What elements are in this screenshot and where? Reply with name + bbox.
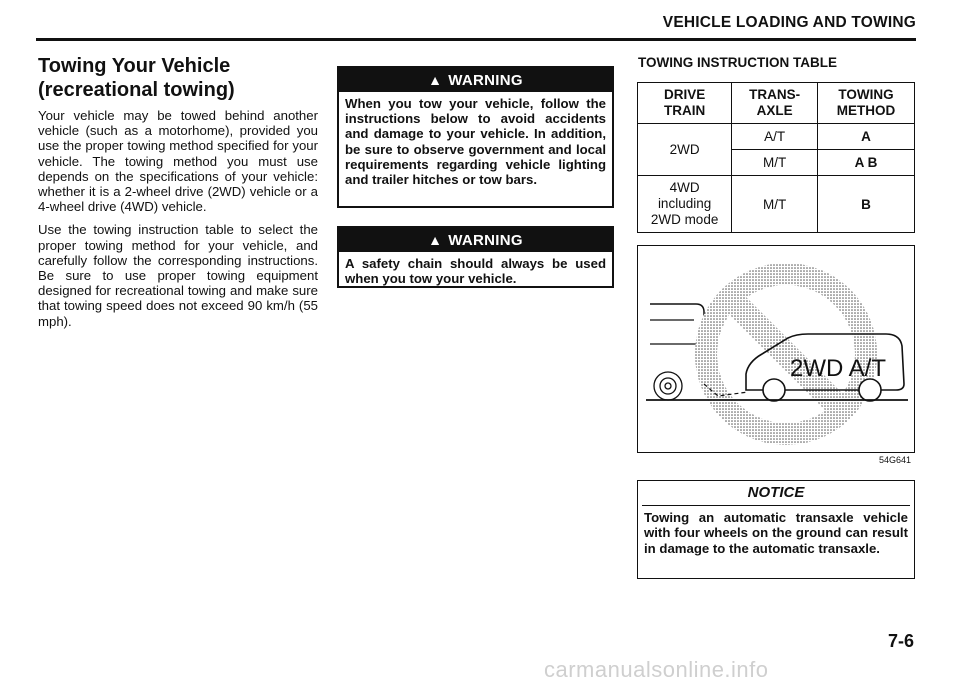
- warning-label: WARNING: [448, 232, 523, 249]
- warning-box-safety-chain: [337, 226, 614, 288]
- prohibition-slash: [730, 298, 842, 410]
- warning-header: [339, 228, 612, 252]
- cell-trans: A/T: [732, 124, 818, 150]
- cell-trans: M/T: [732, 150, 818, 176]
- header-towing-method: TOWING METHOD: [818, 83, 915, 124]
- warning-label: WARNING: [448, 72, 523, 89]
- section-title-line1: Towing Your Vehicle: [38, 55, 231, 77]
- towed-vehicle-rear-wheel: [859, 379, 881, 401]
- towing-illustration-svg: [638, 246, 914, 452]
- towing-prohibited-illustration: [637, 245, 915, 453]
- header-drive-train: DRIVE TRAIN: [638, 83, 732, 124]
- notice-box: [637, 480, 915, 579]
- table-title: TOWING INSTRUCTION TABLE: [638, 55, 837, 70]
- warning-text: A safety chain should always be used when you tow your vehicle.: [345, 256, 606, 287]
- cell-trans: M/T: [732, 176, 818, 233]
- cell-method: A B: [818, 150, 915, 176]
- section-title: [38, 54, 318, 102]
- warning-text: When you tow your vehicle, follow the instructions below to avoid accidents and damage to your vehicle. In addition, be sure to observe government and local requirements regarding vehicle lighting and trailer hitches or tow bars.: [345, 96, 606, 188]
- table-header-row: [638, 83, 915, 124]
- watermark: carmanualsonline.info: [544, 657, 769, 682]
- notice-label: NOTICE: [642, 481, 910, 506]
- header-transaxle: TRANS- AXLE: [732, 83, 818, 124]
- warning-triangle-icon: ▲: [428, 232, 443, 248]
- table-row: [638, 124, 915, 150]
- towing-instruction-table: [637, 82, 915, 233]
- notice-text: Towing an automatic transaxle vehicle with four wheels on the ground can result in damage to the automatic transaxle.: [644, 510, 908, 556]
- cell-method: B: [818, 176, 915, 233]
- header-rule: [36, 38, 916, 41]
- cell-drive: 4WD including 2WD mode: [638, 176, 732, 233]
- table-row: [638, 176, 915, 233]
- page-number: 7-6: [887, 631, 914, 651]
- illustration-code: 54G641: [879, 455, 912, 465]
- drive-type-label: 2WD A/T: [790, 355, 887, 382]
- towing-section: [38, 54, 318, 329]
- cell-method: A: [818, 124, 915, 150]
- page-header-title: VEHICLE LOADING AND TOWING: [662, 14, 916, 31]
- warning-triangle-icon: ▲: [428, 72, 443, 88]
- section-title-line2: (recreational towing): [38, 79, 235, 101]
- tow-vehicle-wheel-icon: [654, 372, 682, 400]
- instruction-paragraph: Use the towing instruction table to select the proper towing method for your vehicle, and carefully follow the corresponding instructions. Be sure to use proper towing equipment designed for recreational towing and make sure that towing speed does not exceed 90 km/h (55 mph).: [38, 222, 318, 329]
- warning-box-towing: [337, 66, 614, 208]
- warning-header: [339, 68, 612, 92]
- intro-paragraph: Your vehicle may be towed behind another vehicle (such as a motorhome), provided you use the proper towing method specified for your vehicle. The towing method you must use depends on the specifications of your vehicle: whether it is a 2-wheel drive (2WD) vehicle or a 4-wheel drive (4WD) vehicle.: [38, 108, 318, 215]
- cell-drive: 2WD: [638, 124, 732, 176]
- towed-vehicle-front-wheel: [763, 379, 785, 401]
